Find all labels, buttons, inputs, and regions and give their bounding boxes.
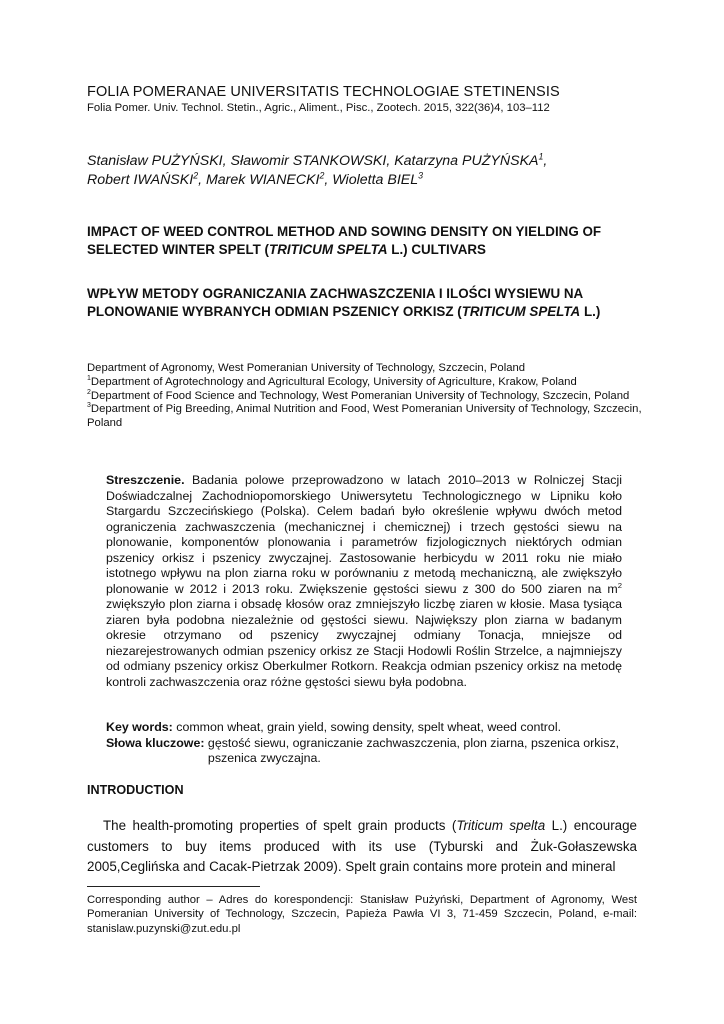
affiliation-sup: 1 [87, 375, 91, 383]
title-pl-part1: WPŁYW METODY OGRANICZANIA ZACHWASZCZENIA I ILOŚCI WYSIEWU NA PLONOWANIE WYBRANYCH ODMIAN PSZENICY ORKISZ ( [87, 286, 583, 319]
keywords-polish [106, 736, 636, 767]
authors-line-1: Stanisław PUŻYŃSKI, Sławomir STANKOWSKI, Katarzyna PUŻYŃSKA [87, 153, 539, 169]
abstract-label: Streszczenie. [106, 473, 185, 487]
author-list [87, 152, 647, 190]
author-affil-sup: 2 [193, 170, 199, 181]
affiliation-sup: 2 [87, 388, 91, 396]
affiliation-3-text: Department of Pig Breeding, Animal Nutrition and Food, West Pomeranian University of Technology, Szczecin, Poland [87, 403, 642, 430]
authors-line-1-tail: , [543, 153, 548, 169]
author-affil-sup: 1 [538, 151, 544, 162]
author-affil-sup: 3 [418, 170, 424, 181]
author-biel: , Wioletta BIEL [324, 172, 419, 188]
section-heading-introduction: INTRODUCTION [87, 783, 184, 797]
abstract-text-1: Badania polowe przeprowadzono w latach 2010–2013 w Rolniczej Stacji Doświadczalnej Zachodniopomorskiego Uniwersytetu Technologicznego w Lipniku koło Stargardu Szczecińskiego (Polska). Celem badań było określenie wpływu dwóch metod ograniczenia zachwaszczenia (mechanicznej i chemicznej) i trzech gęstości siewu na plonowanie, komponentów plonowania i parametrów fizjologicznych niektórych odmian pszenicy orkisz i pszenicy zwyczajnej. Zastosowanie herbicydu w 2011 roku nie miało istotnego wpływu na plon ziarna roku w porównaniu z metodą mechaniczną, ale zwiększyło plonowanie w 2012 i 2013 roku. Zwiększenie gęstości siewu z 300 do 500 ziaren na m [106, 473, 622, 596]
abstract [106, 473, 622, 690]
affiliation-2-text: Department of Food Science and Technology, West Pomeranian University of Technology, Szczecin, Poland [90, 389, 630, 402]
abstract-text-2: zwiększyło plon ziarna i obsadę kłosów oraz zmniejszyło liczbę ziaren w kłosie. Masa tysiąca ziaren była podobna niezależnie od gęstości siewu. Największy plon ziarna w badanym okresie otrzymano od pszenicy zwyczajnej odmiany Tonacja, mniejsze od niezarejestrowanych odmian pszenicy orkisz ze Stacji Hodowli Roślin Strzelce, a najmniejszy od odmiany pszenicy orkisz Oberkulmer Rotkorn. Reakcja odmian pszenicy orkisz na metodę kontroli zachwaszczenia oraz różne gęstości siewu była podobna. [106, 597, 622, 689]
title-polish [87, 285, 647, 321]
affiliation-3 [87, 403, 643, 431]
abstract-sup: 2 [617, 580, 622, 590]
author-iwanski: Robert IWAŃSKI [87, 172, 194, 188]
affiliation-1 [87, 376, 643, 390]
affiliation-sup: 3 [87, 402, 91, 410]
journal-name: FOLIA POMERANAE UNIVERSITATIS TECHNOLOGIAE STETINENSIS [87, 84, 560, 100]
affiliation-2 [87, 390, 643, 404]
affiliation-1-text: Department of Agrotechnology and Agricultural Ecology, University of Agriculture, Krakow, Poland [90, 375, 577, 388]
affiliations [87, 362, 643, 431]
title-pl-part2: L.) [580, 304, 601, 319]
affiliation-0: Department of Agronomy, West Pomeranian University of Technology, Szczecin, Poland [87, 362, 526, 374]
journal-citation: Folia Pomer. Univ. Technol. Stetin., Agric., Aliment., Pisc., Zootech. 2015, 322(36)4, 103–112 [87, 102, 550, 114]
intro-species: Triticum spelta [456, 818, 546, 833]
keywords-pl-text: gęstość siewu, ograniczanie zachwaszczenia, plon ziarna, pszenica orkisz, pszenica zwyczajna. [207, 735, 620, 765]
title-en-part2: L.) CULTIVARS [387, 242, 486, 257]
title-pl-species: TRITICUM SPELTA [461, 304, 581, 319]
title-en-species: TRITICUM SPELTA [269, 242, 388, 257]
footnote-divider [87, 886, 260, 887]
keywords-en-label: Key words: [106, 720, 173, 734]
intro-text-1: The health-promoting properties of spelt grain products ( [103, 818, 457, 833]
keywords-en-text: common wheat, grain yield, sowing density, spelt wheat, weed control. [176, 720, 562, 734]
footnote-corresponding-author: Corresponding author – Adres do korespondencji: Stanisław Pużyński, Department of Agronomy, West Pomeranian University of Technology, Szczecin, Papieża Pawła VI 3, 71-459 Szczecin, Poland, e-mail: stanislaw.puzynski@zut.edu.pl [87, 894, 637, 935]
title-en-part1: IMPACT OF WEED CONTROL METHOD AND SOWING DENSITY ON YIELDING OF SELECTED WINTER SPELT ( [87, 224, 602, 257]
author-wianecki: , Marek WIANECKI [198, 172, 320, 188]
intro-text-2: L.) encourage customers to buy items produced with its use (Tyburski and Żuk-Gołaszewska 2005,Ceglińska and Cacak-Pietrzak 2009). Spelt grain contains more protein and mineral [87, 818, 637, 874]
keywords-block [106, 720, 636, 767]
title-english [87, 223, 647, 259]
introduction-paragraph [87, 816, 637, 878]
author-affil-sup: 2 [319, 170, 325, 181]
keywords-english [106, 720, 636, 736]
keywords-pl-label: Słowa kluczowe: [106, 735, 205, 750]
